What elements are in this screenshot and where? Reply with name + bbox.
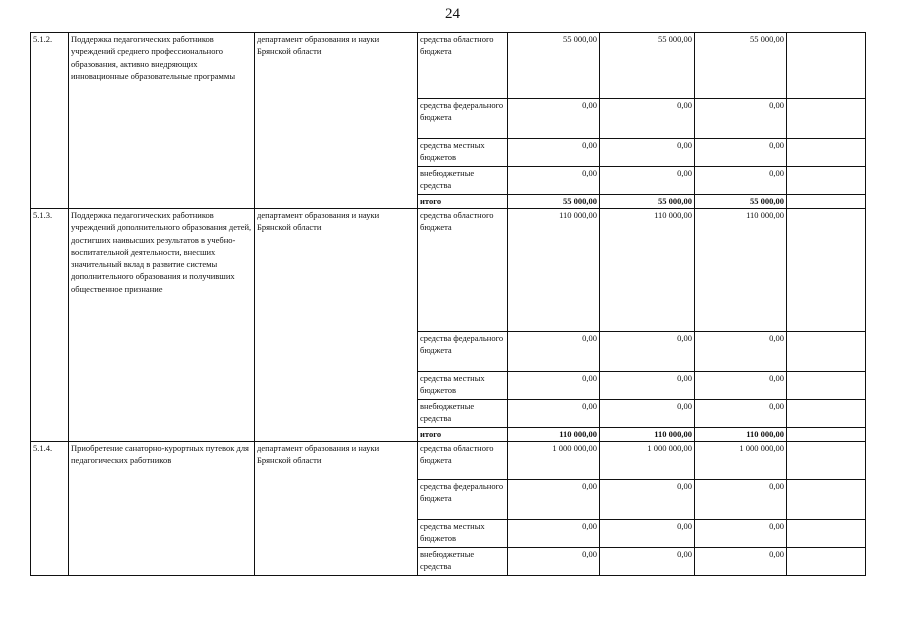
funding-value: 0,00: [508, 139, 600, 167]
funding-value: 0,00: [600, 332, 695, 372]
funding-source: средства местных бюджетов: [418, 372, 508, 400]
total-value: 55 000,00: [695, 195, 787, 209]
funding-value: 0,00: [508, 372, 600, 400]
empty-cell: [787, 332, 866, 372]
total-value: 55 000,00: [508, 195, 600, 209]
empty-cell: [787, 209, 866, 332]
funding-value: 55 000,00: [508, 33, 600, 99]
empty-cell: [787, 520, 866, 548]
funding-value: 55 000,00: [600, 33, 695, 99]
funding-value: 0,00: [508, 400, 600, 428]
funding-value: 0,00: [600, 520, 695, 548]
empty-cell: [787, 400, 866, 428]
funding-source: средства местных бюджетов: [418, 139, 508, 167]
funding-source: средства местных бюджетов: [418, 520, 508, 548]
funding-row: [31, 209, 866, 332]
funding-value: 0,00: [695, 167, 787, 195]
item-executor: департамент образования и науки Брянской области: [255, 33, 418, 209]
total-label: итого: [418, 428, 508, 442]
total-value: 110 000,00: [508, 428, 600, 442]
funding-value: 0,00: [695, 139, 787, 167]
funding-value: 110 000,00: [600, 209, 695, 332]
funding-value: 0,00: [695, 99, 787, 139]
item-number: 5.1.4.: [31, 442, 69, 576]
empty-cell: [787, 139, 866, 167]
empty-cell: [787, 548, 866, 576]
funding-value: 0,00: [508, 548, 600, 576]
total-value: 110 000,00: [695, 428, 787, 442]
funding-value: 0,00: [695, 520, 787, 548]
funding-source: средства федерального бюджета: [418, 480, 508, 520]
total-label: итого: [418, 195, 508, 209]
funding-value: 0,00: [508, 99, 600, 139]
funding-source: внебюджетные средства: [418, 400, 508, 428]
empty-cell: [787, 480, 866, 520]
empty-cell: [787, 99, 866, 139]
funding-value: 0,00: [695, 480, 787, 520]
page-number: 24: [445, 6, 460, 22]
funding-value: 0,00: [508, 167, 600, 195]
funding-source: внебюджетные средства: [418, 548, 508, 576]
funding-value: 1 000 000,00: [600, 442, 695, 480]
funding-row: [31, 33, 866, 99]
item-description: Поддержка педагогических работников учреждений среднего профессионального образования, активно внедряющих инновационные образовательные программы: [69, 33, 255, 209]
funding-value: 0,00: [600, 139, 695, 167]
funding-value: 0,00: [600, 400, 695, 428]
total-value: 55 000,00: [600, 195, 695, 209]
funding-value: 0,00: [508, 332, 600, 372]
item-description: Приобретение санаторно-курортных путевок для педагогических работников: [69, 442, 255, 576]
funding-source: средства областного бюджета: [418, 209, 508, 332]
funding-row: [31, 442, 866, 480]
funding-value: 0,00: [600, 167, 695, 195]
funding-value: 55 000,00: [695, 33, 787, 99]
empty-cell: [787, 167, 866, 195]
funding-value: 0,00: [600, 480, 695, 520]
empty-cell: [787, 33, 866, 99]
funding-source: средства федерального бюджета: [418, 332, 508, 372]
total-value: 110 000,00: [600, 428, 695, 442]
funding-value: 0,00: [695, 548, 787, 576]
funding-value: 0,00: [508, 520, 600, 548]
budget-table: [30, 32, 866, 576]
empty-cell: [787, 428, 866, 442]
funding-value: 0,00: [600, 548, 695, 576]
funding-value: 0,00: [600, 372, 695, 400]
item-number: 5.1.2.: [31, 33, 69, 209]
table-body: [31, 33, 866, 576]
funding-value: 1 000 000,00: [695, 442, 787, 480]
funding-source: внебюджетные средства: [418, 167, 508, 195]
empty-cell: [787, 442, 866, 480]
funding-value: 0,00: [695, 332, 787, 372]
funding-source: средства областного бюджета: [418, 442, 508, 480]
item-number: 5.1.3.: [31, 209, 69, 442]
funding-value: 0,00: [508, 480, 600, 520]
item-executor: департамент образования и науки Брянской области: [255, 442, 418, 576]
funding-value: 110 000,00: [508, 209, 600, 332]
funding-value: 1 000 000,00: [508, 442, 600, 480]
empty-cell: [787, 372, 866, 400]
item-description: Поддержка педагогических работников учреждений дополнительного образования детей, достигших наивысших результатов в учебно-воспитательной деятельности, внесших значительный вклад в развитие системы дополнительного образования и получивших общественное признание: [69, 209, 255, 442]
funding-value: 0,00: [695, 372, 787, 400]
funding-source: средства областного бюджета: [418, 33, 508, 99]
empty-cell: [787, 195, 866, 209]
item-executor: департамент образования и науки Брянской области: [255, 209, 418, 442]
funding-value: 0,00: [600, 99, 695, 139]
funding-source: средства федерального бюджета: [418, 99, 508, 139]
funding-value: 0,00: [695, 400, 787, 428]
funding-value: 110 000,00: [695, 209, 787, 332]
